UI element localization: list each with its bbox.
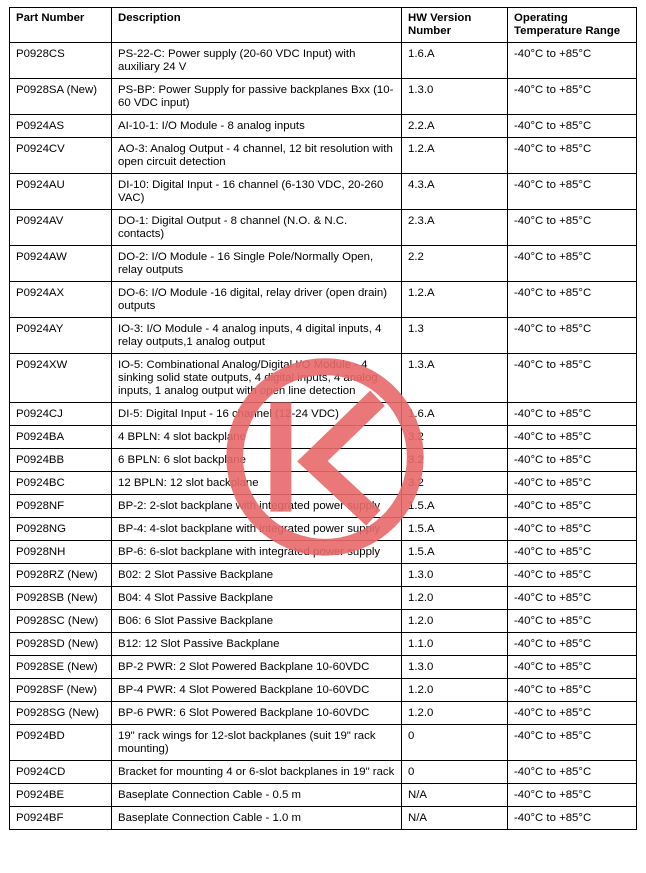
cell-temp-range: -40°C to +85°C xyxy=(508,702,637,725)
table-row xyxy=(10,246,637,282)
cell-hw-version: 1.5.A xyxy=(402,495,508,518)
table-row xyxy=(10,587,637,610)
header-part-number: Part Number xyxy=(10,8,112,43)
table-row xyxy=(10,79,637,115)
cell-part-number: P0924BC xyxy=(10,472,112,495)
table-row xyxy=(10,403,637,426)
cell-part-number: P0928NG xyxy=(10,518,112,541)
cell-hw-version: 1.5.A xyxy=(402,518,508,541)
cell-description: Bracket for mounting 4 or 6-slot backplanes in 19" rack xyxy=(112,761,402,784)
cell-part-number: P0924AU xyxy=(10,174,112,210)
cell-description: 19" rack wings for 12-slot backplanes (suit 19" rack mounting) xyxy=(112,725,402,761)
cell-temp-range: -40°C to +85°C xyxy=(508,43,637,79)
cell-description: Baseplate Connection Cable - 1.0 m xyxy=(112,807,402,830)
table-row xyxy=(10,610,637,633)
cell-hw-version: 4.3.A xyxy=(402,174,508,210)
cell-temp-range: -40°C to +85°C xyxy=(508,784,637,807)
cell-description: DO-6: I/O Module -16 digital, relay driver (open drain) outputs xyxy=(112,282,402,318)
table-row xyxy=(10,541,637,564)
cell-part-number: P0928SA (New) xyxy=(10,79,112,115)
cell-temp-range: -40°C to +85°C xyxy=(508,656,637,679)
cell-description: BP-2 PWR: 2 Slot Powered Backplane 10-60VDC xyxy=(112,656,402,679)
table-row xyxy=(10,633,637,656)
cell-part-number: P0924BE xyxy=(10,784,112,807)
table-row xyxy=(10,472,637,495)
table-row xyxy=(10,807,637,830)
cell-temp-range: -40°C to +85°C xyxy=(508,725,637,761)
cell-part-number: P0928SD (New) xyxy=(10,633,112,656)
cell-part-number: P0924AV xyxy=(10,210,112,246)
cell-part-number: P0924BB xyxy=(10,449,112,472)
cell-part-number: P0928NF xyxy=(10,495,112,518)
cell-hw-version: 1.3.0 xyxy=(402,656,508,679)
table-row xyxy=(10,354,637,403)
table-row xyxy=(10,115,637,138)
cell-hw-version: N/A xyxy=(402,807,508,830)
cell-hw-version: N/A xyxy=(402,784,508,807)
cell-hw-version: 1.2.0 xyxy=(402,587,508,610)
cell-description: B04: 4 Slot Passive Backplane xyxy=(112,587,402,610)
table-row xyxy=(10,725,637,761)
cell-part-number: P0924AY xyxy=(10,318,112,354)
cell-description: BP-4: 4-slot backplane with integrated power supply xyxy=(112,518,402,541)
cell-part-number: P0924BD xyxy=(10,725,112,761)
cell-part-number: P0924CD xyxy=(10,761,112,784)
cell-temp-range: -40°C to +85°C xyxy=(508,246,637,282)
cell-temp-range: -40°C to +85°C xyxy=(508,495,637,518)
cell-description: B06: 6 Slot Passive Backplane xyxy=(112,610,402,633)
cell-part-number: P0924BA xyxy=(10,426,112,449)
header-hw-version: HW Version Number xyxy=(402,8,508,43)
header-temp-range: Operating Temperature Range xyxy=(508,8,637,43)
cell-hw-version: 2.2 xyxy=(402,246,508,282)
cell-description: DO-2: I/O Module - 16 Single Pole/Normally Open, relay outputs xyxy=(112,246,402,282)
cell-hw-version: 1.2.A xyxy=(402,138,508,174)
cell-temp-range: -40°C to +85°C xyxy=(508,79,637,115)
cell-temp-range: -40°C to +85°C xyxy=(508,472,637,495)
table-row xyxy=(10,282,637,318)
table-row xyxy=(10,784,637,807)
cell-hw-version: 0 xyxy=(402,761,508,784)
cell-description: AO-3: Analog Output - 4 channel, 12 bit resolution with open circuit detection xyxy=(112,138,402,174)
table-row xyxy=(10,495,637,518)
cell-part-number: P0928SF (New) xyxy=(10,679,112,702)
cell-part-number: P0928SC (New) xyxy=(10,610,112,633)
cell-temp-range: -40°C to +85°C xyxy=(508,587,637,610)
cell-part-number: P0924BF xyxy=(10,807,112,830)
cell-temp-range: -40°C to +85°C xyxy=(508,115,637,138)
cell-hw-version: 1.3 xyxy=(402,318,508,354)
table-row xyxy=(10,174,637,210)
cell-description: PS-BP: Power Supply for passive backplanes Bxx (10-60 VDC input) xyxy=(112,79,402,115)
cell-part-number: P0924AW xyxy=(10,246,112,282)
cell-temp-range: -40°C to +85°C xyxy=(508,541,637,564)
cell-description: B12: 12 Slot Passive Backplane xyxy=(112,633,402,656)
cell-temp-range: -40°C to +85°C xyxy=(508,449,637,472)
cell-part-number: P0924CJ xyxy=(10,403,112,426)
cell-description: AI-10-1: I/O Module - 8 analog inputs xyxy=(112,115,402,138)
cell-hw-version: 1.2.0 xyxy=(402,610,508,633)
parts-table xyxy=(9,7,637,830)
cell-temp-range: -40°C to +85°C xyxy=(508,761,637,784)
table-row xyxy=(10,449,637,472)
table-row xyxy=(10,318,637,354)
cell-description: BP-6 PWR: 6 Slot Powered Backplane 10-60VDC xyxy=(112,702,402,725)
cell-description: IO-5: Combinational Analog/Digital I/O Module - 4 sinking solid state outputs, 4 digital inputs, 4 analog inputs, 1 analog output with open line detection xyxy=(112,354,402,403)
table-row xyxy=(10,138,637,174)
cell-temp-range: -40°C to +85°C xyxy=(508,318,637,354)
cell-part-number: P0924AS xyxy=(10,115,112,138)
cell-description: BP-2: 2-slot backplane with integrated power supply xyxy=(112,495,402,518)
cell-temp-range: -40°C to +85°C xyxy=(508,426,637,449)
cell-temp-range: -40°C to +85°C xyxy=(508,610,637,633)
cell-description: 12 BPLN: 12 slot backplane xyxy=(112,472,402,495)
cell-temp-range: -40°C to +85°C xyxy=(508,807,637,830)
cell-hw-version: 1.6.A xyxy=(402,403,508,426)
cell-hw-version: 2.3.A xyxy=(402,210,508,246)
table-header-row xyxy=(10,8,637,43)
cell-temp-range: -40°C to +85°C xyxy=(508,679,637,702)
cell-part-number: P0928CS xyxy=(10,43,112,79)
table-row xyxy=(10,679,637,702)
cell-part-number: P0928SB (New) xyxy=(10,587,112,610)
table-body xyxy=(10,43,637,830)
cell-description: BP-6: 6-slot backplane with integrated power supply xyxy=(112,541,402,564)
cell-temp-range: -40°C to +85°C xyxy=(508,354,637,403)
cell-description: DO-1: Digital Output - 8 channel (N.O. & N.C. contacts) xyxy=(112,210,402,246)
table-row xyxy=(10,702,637,725)
cell-hw-version: 1.6.A xyxy=(402,43,508,79)
cell-part-number: P0928RZ (New) xyxy=(10,564,112,587)
table-row xyxy=(10,210,637,246)
cell-description: DI-10: Digital Input - 16 channel (6-130 VDC, 20-260 VAC) xyxy=(112,174,402,210)
cell-temp-range: -40°C to +85°C xyxy=(508,174,637,210)
cell-hw-version: 1.3.0 xyxy=(402,564,508,587)
cell-hw-version: 1.1.0 xyxy=(402,633,508,656)
cell-description: DI-5: Digital Input - 16 channel (12-24 VDC) xyxy=(112,403,402,426)
cell-part-number: P0928NH xyxy=(10,541,112,564)
cell-temp-range: -40°C to +85°C xyxy=(508,210,637,246)
table-row xyxy=(10,656,637,679)
cell-hw-version: 1.2.0 xyxy=(402,702,508,725)
table-row xyxy=(10,518,637,541)
parts-table-container xyxy=(9,7,636,830)
cell-description: IO-3: I/O Module - 4 analog inputs, 4 digital inputs, 4 relay outputs,1 analog output xyxy=(112,318,402,354)
cell-description: 6 BPLN: 6 slot backplane xyxy=(112,449,402,472)
cell-description: Baseplate Connection Cable - 0.5 m xyxy=(112,784,402,807)
cell-hw-version: 1.3.0 xyxy=(402,79,508,115)
cell-part-number: P0924AX xyxy=(10,282,112,318)
cell-temp-range: -40°C to +85°C xyxy=(508,138,637,174)
cell-hw-version: 1.2.0 xyxy=(402,679,508,702)
cell-hw-version: 1.2.A xyxy=(402,282,508,318)
cell-hw-version: 3.2 xyxy=(402,472,508,495)
cell-part-number: P0928SG (New) xyxy=(10,702,112,725)
cell-hw-version: 1.3.A xyxy=(402,354,508,403)
cell-temp-range: -40°C to +85°C xyxy=(508,633,637,656)
cell-hw-version: 0 xyxy=(402,725,508,761)
cell-hw-version: 2.2.A xyxy=(402,115,508,138)
cell-description: B02: 2 Slot Passive Backplane xyxy=(112,564,402,587)
cell-description: 4 BPLN: 4 slot backplane xyxy=(112,426,402,449)
table-row xyxy=(10,426,637,449)
cell-hw-version: 3.2 xyxy=(402,426,508,449)
cell-part-number: P0928SE (New) xyxy=(10,656,112,679)
cell-hw-version: 1.5.A xyxy=(402,541,508,564)
table-row xyxy=(10,761,637,784)
header-description: Description xyxy=(112,8,402,43)
cell-hw-version: 3.2 xyxy=(402,449,508,472)
table-row xyxy=(10,564,637,587)
cell-temp-range: -40°C to +85°C xyxy=(508,564,637,587)
cell-temp-range: -40°C to +85°C xyxy=(508,282,637,318)
table-row xyxy=(10,43,637,79)
cell-part-number: P0924CV xyxy=(10,138,112,174)
cell-description: PS-22-C: Power supply (20-60 VDC Input) with auxiliary 24 V xyxy=(112,43,402,79)
cell-description: BP-4 PWR: 4 Slot Powered Backplane 10-60VDC xyxy=(112,679,402,702)
cell-temp-range: -40°C to +85°C xyxy=(508,518,637,541)
cell-part-number: P0924XW xyxy=(10,354,112,403)
cell-temp-range: -40°C to +85°C xyxy=(508,403,637,426)
